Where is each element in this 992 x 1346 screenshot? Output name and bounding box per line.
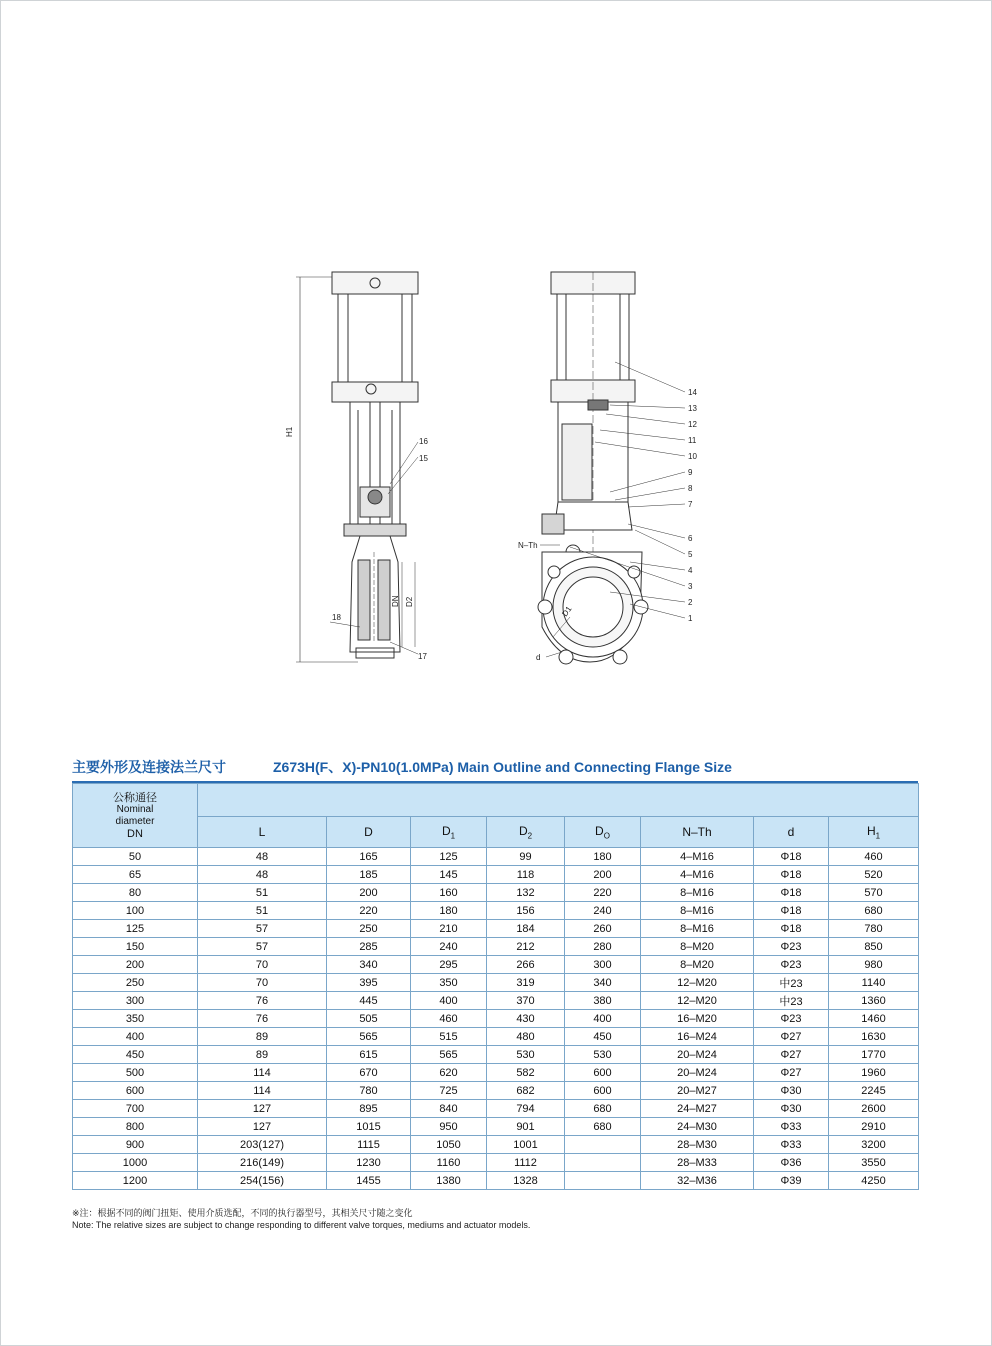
table-cell: 460: [411, 1010, 487, 1028]
table-cell: 114: [198, 1082, 327, 1100]
table-cell: 565: [411, 1046, 487, 1064]
table-cell: 4250: [829, 1172, 919, 1190]
label-d: d: [536, 653, 541, 662]
table-cell: 28–M33: [641, 1154, 754, 1172]
column-header: L: [198, 817, 327, 848]
table-cell: 840: [411, 1100, 487, 1118]
table-cell: 1050: [411, 1136, 487, 1154]
table-cell: 220: [565, 884, 641, 902]
table-body: [73, 848, 919, 1190]
table-cell: 160: [411, 884, 487, 902]
label-dn: DN: [391, 595, 400, 607]
table-cell: 615: [327, 1046, 411, 1064]
dn-cell: 700: [73, 1100, 198, 1118]
title-chinese: 主要外形及连接法兰尺寸: [72, 759, 226, 775]
table-cell: 8–M16: [641, 902, 754, 920]
table-cell: 1001: [487, 1136, 565, 1154]
table-cell: 400: [565, 1010, 641, 1028]
dn-cell: 1200: [73, 1172, 198, 1190]
table-row: [73, 992, 919, 1010]
table-cell: 185: [327, 866, 411, 884]
table-cell: 450: [565, 1028, 641, 1046]
table-cell: 240: [411, 938, 487, 956]
table-cell: 156: [487, 902, 565, 920]
note-english: Note: The relative sizes are subject to change responding to different valve torques, mediums and actuator models.: [72, 1220, 531, 1230]
table-cell: 8–M16: [641, 884, 754, 902]
dn-cell: 65: [73, 866, 198, 884]
dn-cell: 50: [73, 848, 198, 866]
label-3: 3: [688, 582, 693, 591]
column-header: $D_2$: [487, 817, 565, 848]
section-title: [72, 757, 922, 777]
label-9: 9: [688, 468, 693, 477]
label-8: 8: [688, 484, 693, 493]
table-cell: 28–M30: [641, 1136, 754, 1154]
table-cell: 1230: [327, 1154, 411, 1172]
dn-cell: 500: [73, 1064, 198, 1082]
table-cell: 8–M20: [641, 956, 754, 974]
label-10: 10: [688, 452, 697, 461]
table-row: [73, 1136, 919, 1154]
label-17: 17: [418, 652, 427, 661]
table-row: [73, 1028, 919, 1046]
table-cell: 1112: [487, 1154, 565, 1172]
table-cell: 370: [487, 992, 565, 1010]
table-cell: 725: [411, 1082, 487, 1100]
table-cell: 180: [565, 848, 641, 866]
table-cell: 950: [411, 1118, 487, 1136]
title-english: Z673H(F、X)-PN10(1.0MPa) Main Outline and Connecting Flange Size: [273, 759, 732, 775]
table-cell: 132: [487, 884, 565, 902]
table-cell: 319: [487, 974, 565, 992]
label-7: 7: [688, 500, 693, 509]
table-cell: 127: [198, 1118, 327, 1136]
table-cell: 51: [198, 902, 327, 920]
column-header: N–Th: [641, 817, 754, 848]
table-cell: 1455: [327, 1172, 411, 1190]
dn-cell: 1000: [73, 1154, 198, 1172]
table-cell: 600: [565, 1064, 641, 1082]
table-cell: 中23: [754, 974, 829, 992]
column-header: D: [327, 817, 411, 848]
table-cell: 20–M27: [641, 1082, 754, 1100]
table-cell: 340: [327, 956, 411, 974]
table-cell: Φ27: [754, 1028, 829, 1046]
table-row: [73, 1172, 919, 1190]
table-cell: 76: [198, 992, 327, 1010]
dn-cell: 900: [73, 1136, 198, 1154]
table-cell: 1770: [829, 1046, 919, 1064]
table-cell: 12–M20: [641, 974, 754, 992]
label-1: 1: [688, 614, 693, 623]
table-row: [73, 1046, 919, 1064]
table-cell: 680: [829, 902, 919, 920]
table-cell: 12–M20: [641, 992, 754, 1010]
table-cell: Φ18: [754, 866, 829, 884]
table-cell: 266: [487, 956, 565, 974]
table-cell: 430: [487, 1010, 565, 1028]
dn-cell: 250: [73, 974, 198, 992]
table-cell: 295: [411, 956, 487, 974]
label-5: 5: [688, 550, 693, 559]
table-cell: 1015: [327, 1118, 411, 1136]
column-header: $D_1$: [411, 817, 487, 848]
dn-cell: 150: [73, 938, 198, 956]
table-row: [73, 848, 919, 866]
label-6: 6: [688, 534, 693, 543]
table-cell: 114: [198, 1064, 327, 1082]
table-cell: 980: [829, 956, 919, 974]
table-row: [73, 1118, 919, 1136]
dn-cell: 350: [73, 1010, 198, 1028]
table-cell: [565, 1136, 641, 1154]
table-cell: 680: [565, 1100, 641, 1118]
table-cell: 250: [327, 920, 411, 938]
table-cell: 570: [829, 884, 919, 902]
table-cell: 16–M20: [641, 1010, 754, 1028]
table-cell: 8–M16: [641, 920, 754, 938]
column-header: d: [754, 817, 829, 848]
dn-column-header: 公称通径 Nominal diameter DN: [73, 784, 198, 848]
table-cell: 445: [327, 992, 411, 1010]
table-cell: 125: [411, 848, 487, 866]
table-cell: 118: [487, 866, 565, 884]
dn-cell: 200: [73, 956, 198, 974]
table-cell: Φ30: [754, 1082, 829, 1100]
table-cell: 200: [327, 884, 411, 902]
footnote: [72, 1207, 932, 1231]
table-cell: 203(127): [198, 1136, 327, 1154]
table-cell: 70: [198, 956, 327, 974]
table-cell: 850: [829, 938, 919, 956]
table-cell: 76: [198, 1010, 327, 1028]
table-cell: 670: [327, 1064, 411, 1082]
table-cell: Φ23: [754, 938, 829, 956]
table-cell: 8–M20: [641, 938, 754, 956]
table-cell: [565, 1154, 641, 1172]
table-cell: 1160: [411, 1154, 487, 1172]
table-cell: 780: [829, 920, 919, 938]
table-cell: 2245: [829, 1082, 919, 1100]
table-cell: Φ18: [754, 848, 829, 866]
table-row: [73, 902, 919, 920]
table-cell: 285: [327, 938, 411, 956]
table-row: [73, 1010, 919, 1028]
label-14: 14: [688, 388, 697, 397]
column-header-row: [73, 817, 919, 848]
table-cell: 520: [829, 866, 919, 884]
table-cell: Φ30: [754, 1100, 829, 1118]
table-cell: 127: [198, 1100, 327, 1118]
table-cell: 240: [565, 902, 641, 920]
valve-technical-drawing: [270, 262, 730, 682]
table-cell: 20–M24: [641, 1064, 754, 1082]
table-cell: 220: [327, 902, 411, 920]
table-cell: 480: [487, 1028, 565, 1046]
table-cell: 680: [565, 1118, 641, 1136]
table-cell: 48: [198, 866, 327, 884]
table-cell: 145: [411, 866, 487, 884]
table-cell: Φ18: [754, 920, 829, 938]
table-cell: 70: [198, 974, 327, 992]
table-cell: 1460: [829, 1010, 919, 1028]
label-15: 15: [419, 454, 428, 463]
label-d1: D1: [560, 604, 574, 619]
table-cell: 200: [565, 866, 641, 884]
table-cell: 48: [198, 848, 327, 866]
table-cell: 57: [198, 920, 327, 938]
table-cell: 1630: [829, 1028, 919, 1046]
table-cell: 89: [198, 1046, 327, 1064]
table-cell: 24–M27: [641, 1100, 754, 1118]
table-cell: 2600: [829, 1100, 919, 1118]
table-cell: 20–M24: [641, 1046, 754, 1064]
table-cell: 380: [565, 992, 641, 1010]
label-13: 13: [688, 404, 697, 413]
table-row: [73, 866, 919, 884]
table-cell: 16–M24: [641, 1028, 754, 1046]
table-cell: 682: [487, 1082, 565, 1100]
table-cell: 395: [327, 974, 411, 992]
table-cell: 530: [487, 1046, 565, 1064]
label-h1: H1: [285, 426, 294, 437]
side-view: [285, 272, 428, 662]
label-18: 18: [332, 613, 341, 622]
label-n-th: N–Th: [518, 541, 538, 550]
dn-cell: 400: [73, 1028, 198, 1046]
table-cell: Φ33: [754, 1136, 829, 1154]
table-cell: 582: [487, 1064, 565, 1082]
table-cell: 32–M36: [641, 1172, 754, 1190]
table-row: [73, 884, 919, 902]
table-cell: Φ39: [754, 1172, 829, 1190]
table-cell: 89: [198, 1028, 327, 1046]
label-11: 11: [688, 436, 697, 445]
table-row: [73, 938, 919, 956]
table-cell: 51: [198, 884, 327, 902]
dn-cell: 80: [73, 884, 198, 902]
table-cell: Φ33: [754, 1118, 829, 1136]
table-cell: Φ23: [754, 956, 829, 974]
table-cell: 1360: [829, 992, 919, 1010]
dn-cell: 450: [73, 1046, 198, 1064]
table-cell: 3200: [829, 1136, 919, 1154]
table-cell: 1328: [487, 1172, 565, 1190]
table-cell: 3550: [829, 1154, 919, 1172]
table-cell: 280: [565, 938, 641, 956]
table-cell: 216(149): [198, 1154, 327, 1172]
table-cell: 901: [487, 1118, 565, 1136]
table-cell: 254(156): [198, 1172, 327, 1190]
table-cell: 565: [327, 1028, 411, 1046]
label-12: 12: [688, 420, 697, 429]
note-chinese: ※注：根据不同的阀门扭矩、使用介质选配，不同的执行器型号，其相关尺寸随之变化: [72, 1208, 413, 1218]
table-cell: 212: [487, 938, 565, 956]
table-cell: 99: [487, 848, 565, 866]
table-row: [73, 920, 919, 938]
table-cell: 165: [327, 848, 411, 866]
table-cell: 794: [487, 1100, 565, 1118]
front-view: [518, 272, 697, 664]
table-cell: 1960: [829, 1064, 919, 1082]
table-cell: 620: [411, 1064, 487, 1082]
table-cell: 1115: [327, 1136, 411, 1154]
table-cell: 600: [565, 1082, 641, 1100]
table-row: [73, 974, 919, 992]
table-cell: 1140: [829, 974, 919, 992]
dn-cell: 300: [73, 992, 198, 1010]
label-16: 16: [419, 437, 428, 446]
column-header: $H_1$: [829, 817, 919, 848]
table-cell: 530: [565, 1046, 641, 1064]
dimension-table: [72, 783, 919, 1190]
table-cell: 210: [411, 920, 487, 938]
table-cell: 515: [411, 1028, 487, 1046]
table-cell: 57: [198, 938, 327, 956]
table-row: [73, 1082, 919, 1100]
label-d2: D2: [405, 596, 414, 607]
table-cell: Φ18: [754, 902, 829, 920]
dn-cell: 800: [73, 1118, 198, 1136]
label-2: 2: [688, 598, 693, 607]
table-cell: 340: [565, 974, 641, 992]
table-cell: 180: [411, 902, 487, 920]
table-cell: Φ36: [754, 1154, 829, 1172]
table-cell: 184: [487, 920, 565, 938]
table-row: [73, 1154, 919, 1172]
dn-cell: 125: [73, 920, 198, 938]
header-spacer: [198, 784, 919, 817]
dn-cell: 100: [73, 902, 198, 920]
table-cell: 4–M16: [641, 848, 754, 866]
table-cell: 24–M30: [641, 1118, 754, 1136]
table-row: [73, 1100, 919, 1118]
table-cell: 400: [411, 992, 487, 1010]
table-cell: 300: [565, 956, 641, 974]
table-row: [73, 1064, 919, 1082]
label-4: 4: [688, 566, 693, 575]
table-row: [73, 956, 919, 974]
table-cell: Φ27: [754, 1064, 829, 1082]
table-cell: 505: [327, 1010, 411, 1028]
table-cell: 460: [829, 848, 919, 866]
column-header: $D_O$: [565, 817, 641, 848]
table-cell: 260: [565, 920, 641, 938]
dn-cell: 600: [73, 1082, 198, 1100]
table-cell: 2910: [829, 1118, 919, 1136]
table-cell: 中23: [754, 992, 829, 1010]
table-cell: Φ23: [754, 1010, 829, 1028]
table-cell: 4–M16: [641, 866, 754, 884]
table-cell: 895: [327, 1100, 411, 1118]
table-cell: [565, 1172, 641, 1190]
valve-drawing-svg: [270, 262, 730, 682]
table-cell: Φ27: [754, 1046, 829, 1064]
table-cell: 350: [411, 974, 487, 992]
table-cell: 780: [327, 1082, 411, 1100]
table-cell: 1380: [411, 1172, 487, 1190]
table-cell: Φ18: [754, 884, 829, 902]
